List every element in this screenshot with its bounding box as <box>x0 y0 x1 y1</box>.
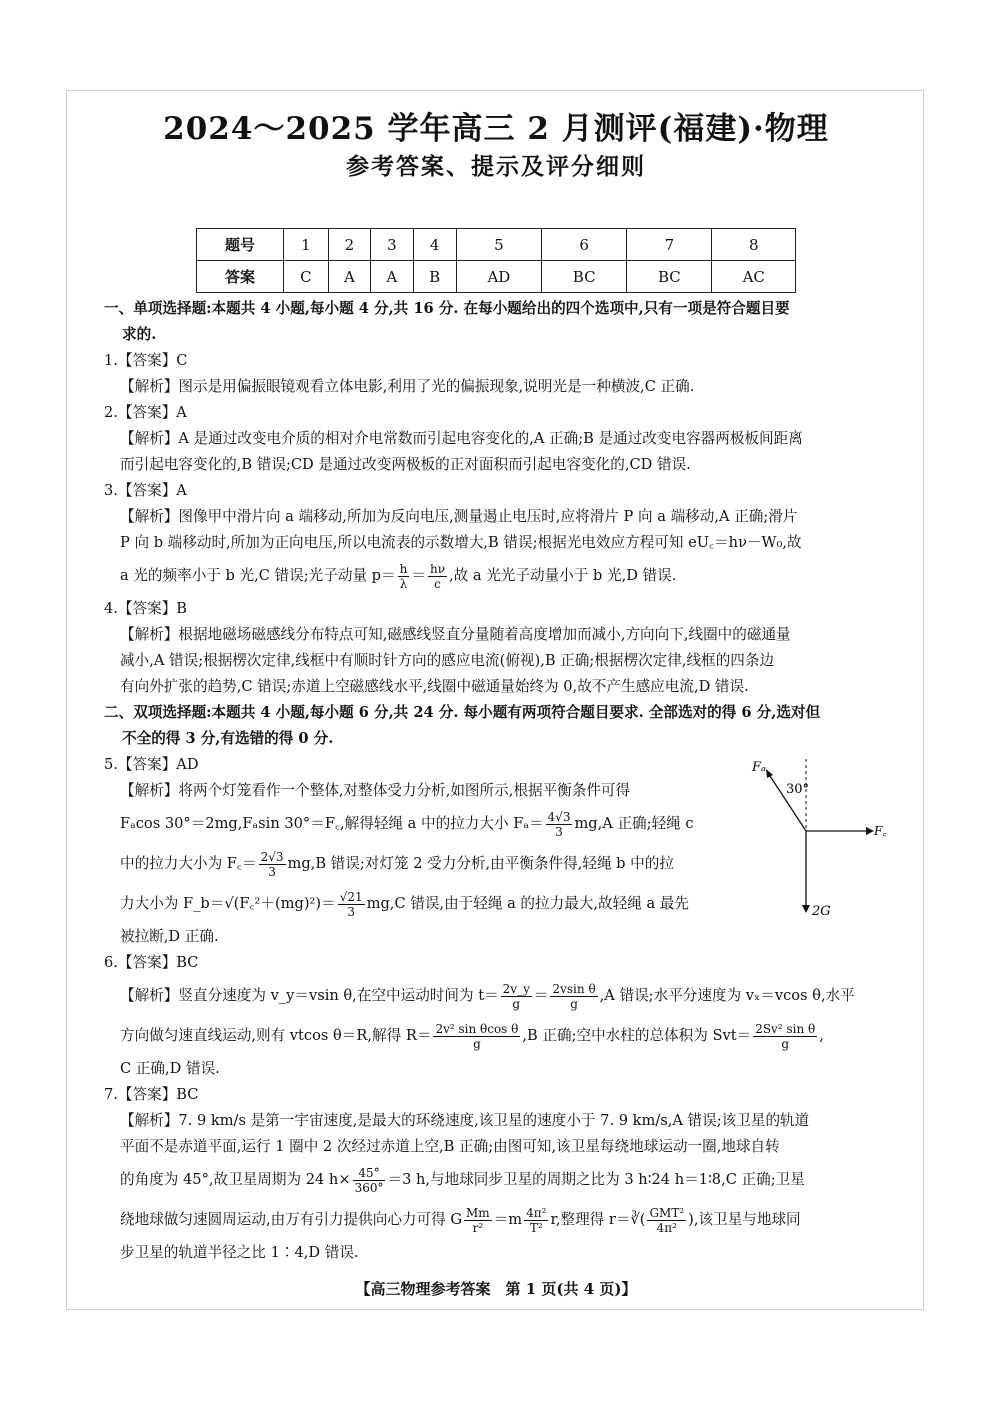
section-line: 一、单项选择题:本题共 4 小题,每小题 4 分,共 16 分. 在每小题给出的四个选项中,只有一项是符合题目要 <box>104 300 790 317</box>
text-run: a 光的频率小于 b 光,C 错误;光子动量 p＝ <box>120 567 396 584</box>
explanation-line <box>104 1016 894 1056</box>
numerator: GMT² <box>649 1205 685 1220</box>
row-label-answer: 答案 <box>197 261 284 293</box>
explanation-line: P 向 b 端移动时,所加为正向电压,所以电流表的示数增大,B 错误;根据光电效应方程可知 eU꜀＝hν－W₀,故 <box>120 534 802 551</box>
text-run: , <box>819 1027 824 1044</box>
explanation-line: 【解析】7. 9 km/s 是第一宇宙速度,是最大的环绕速度,该卫星的速度小于 7. 9 km/s,A 错误;该卫星的轨道 <box>120 1112 810 1129</box>
explanation-line: 【解析】A 是通过改变电介质的相对介电常数而引起电容变化的,A 正确;B 是通过改变电容器两极板间距离 <box>120 430 803 447</box>
table-cell: 5 <box>456 229 541 261</box>
fraction <box>353 1166 386 1195</box>
table-cell: A <box>371 261 413 293</box>
fraction <box>647 1206 686 1235</box>
answer-line: 5.【答案】AD <box>104 756 199 773</box>
denominator: 4π² <box>656 1220 677 1235</box>
text-run: r,整理得 r＝∛( <box>550 1211 646 1228</box>
explanation-line <box>104 804 744 844</box>
force-fa-arrowhead <box>766 769 773 778</box>
answer-line: 4.【答案】B <box>104 600 188 617</box>
section-line: 二、双项选择题:本题共 4 小题,每小题 6 分,共 24 分. 每小题有两项符合题目要求. 全部选对的得 6 分,选对但 <box>104 704 821 721</box>
table-cell: AD <box>456 261 541 293</box>
text-run: ,B 正确;空中水柱的总体积为 Svt＝ <box>522 1027 752 1044</box>
denominator: g <box>473 1036 481 1051</box>
answer-line: 2.【答案】A <box>104 404 187 421</box>
text-run: 的角度为 45°,故卫星周期为 24 h× <box>120 1171 351 1188</box>
table-cell: 2 <box>328 229 370 261</box>
text-run: ＝m <box>493 1211 523 1228</box>
table-cell: AC <box>712 261 796 293</box>
text-run: 中的拉力大小为 F꜀＝ <box>120 855 257 872</box>
fraction <box>259 850 286 879</box>
answer-line: 6.【答案】BC <box>104 954 199 971</box>
explanation-line <box>104 884 744 924</box>
text-run: ,故 a 光光子动量小于 b 光,D 错误. <box>449 567 677 584</box>
numerator: Mm <box>466 1205 490 1220</box>
explanation-line: 而引起电容变化的,B 错误;CD 是通过改变两极板的正对面积而引起电容变化的,CD 错误. <box>120 456 691 473</box>
numerator: 2v_y <box>502 981 530 996</box>
table-cell: A <box>328 261 370 293</box>
explanation-line: 【解析】图像甲中滑片向 a 端移动,所加为反向电压,测量遏止电压时,应将滑片 P 向 a 端移动,A 正确;滑片 <box>120 508 798 525</box>
fraction <box>501 982 532 1011</box>
label-fc: F꜀ <box>874 824 887 838</box>
denominator: 3 <box>555 824 563 839</box>
explanation-line: 【解析】将两个灯笼看作一个整体,对整体受力分析,如图所示,根据平衡条件可得 <box>120 782 631 799</box>
explanation-line <box>104 1160 894 1200</box>
force-diagram <box>748 755 898 925</box>
table-cell: BC <box>542 261 627 293</box>
question-4 <box>104 596 894 700</box>
question-1 <box>104 348 894 400</box>
text-run: ＝ <box>533 987 549 1004</box>
explanation-line <box>104 976 894 1016</box>
force-fc-arrowhead <box>866 827 874 835</box>
answer-line: 3.【答案】A <box>104 482 187 499</box>
numerator: 4π² <box>526 1205 547 1220</box>
question-3 <box>104 478 894 596</box>
numerator: 2√3 <box>260 849 284 864</box>
text-run: mg,B 错误;对灯笼 2 受力分析,由平衡条件得,轻绳 b 中的拉 <box>287 855 674 872</box>
fraction <box>464 1206 492 1235</box>
explanation-line: 步卫星的轨道半径之比 1∶4,D 错误. <box>120 1244 359 1261</box>
fraction <box>524 1206 548 1235</box>
explanation-line: 被拉断,D 正确. <box>120 928 219 945</box>
page-subtitle: 参考答案、提示及评分细则 <box>346 153 646 180</box>
text-run: ),该卫星与地球同 <box>688 1211 801 1228</box>
table-cell: 8 <box>712 229 796 261</box>
row-label-question: 题号 <box>197 229 284 261</box>
table-cell: C <box>284 261 329 293</box>
text-run: 方向做匀速直线运动,则有 vtcos θ＝R,解得 R＝ <box>120 1027 432 1044</box>
answer-table <box>196 228 796 293</box>
question-6 <box>104 950 894 1082</box>
text-run: ,A 错误;水平分速度为 vₓ＝vcos θ,水平 <box>599 987 855 1004</box>
text-run: mg,C 错误,由于轻绳 a 的拉力最大,故轻绳 a 最先 <box>366 895 689 912</box>
numerator: √21 <box>339 889 363 904</box>
numerator: h <box>399 561 408 576</box>
fraction <box>550 982 597 1011</box>
numerator: 2vsin θ <box>552 981 596 996</box>
force-2g-arrowhead <box>802 905 810 913</box>
table-cell: 1 <box>284 229 329 261</box>
denominator: 360° <box>354 1180 384 1195</box>
numerator: hν <box>429 561 445 576</box>
fraction <box>338 890 365 919</box>
explanation-line: 平面不是赤道平面,运行 1 圈中 2 次经过赤道上空,B 正确;由图可知,该卫星每绕地球运动一圈,地球自转 <box>120 1138 780 1155</box>
text-run: ＝3 h,与地球同步卫星的周期之比为 3 h∶24 h＝1∶8,C 正确;卫星 <box>387 1171 805 1188</box>
denominator: r² <box>472 1220 484 1235</box>
fraction <box>428 562 447 591</box>
denominator: g <box>781 1036 790 1051</box>
denominator: 3 <box>347 904 355 919</box>
table-cell: 6 <box>542 229 627 261</box>
section-line: 求的. <box>122 326 157 343</box>
text-run: mg,A 正确;轻绳 c <box>574 815 694 832</box>
numerator: 2v² sin θcos θ <box>435 1021 519 1036</box>
table-cell: 3 <box>371 229 413 261</box>
explanation-line: 有向外扩张的趋势,C 错误;赤道上空磁感线水平,线圈中磁通量始终为 0,故不产生感应电流,D 错误. <box>120 678 749 695</box>
question-2 <box>104 400 894 478</box>
table-cell: 7 <box>627 229 712 261</box>
table-cell: 4 <box>413 229 456 261</box>
answer-line: 7.【答案】BC <box>104 1086 199 1103</box>
table-cell: B <box>413 261 456 293</box>
label-2g: 2G <box>812 904 831 919</box>
text-run: 绕地球做匀速圆周运动,由万有引力提供向心力可得 G <box>120 1211 463 1228</box>
explanation-line: 【解析】根据地磁场磁感线分布特点可知,磁感线竖直分量随着高度增加而减小,方向向下,线圈中的磁通量 <box>120 626 791 643</box>
section-heading-single-choice <box>104 296 894 348</box>
denominator: 3 <box>268 864 276 879</box>
answer-table-row-answers <box>197 261 796 293</box>
denominator: c <box>434 576 441 591</box>
text-run: 【解析】竖直分速度为 v_y＝vsin θ,在空中运动时间为 t＝ <box>120 987 499 1004</box>
label-fa: Fₐ <box>752 760 766 775</box>
label-angle: 30° <box>786 782 810 797</box>
explanation-line <box>104 1200 894 1240</box>
page-footer: 【高三物理参考答案 第 1 页(共 4 页)】 <box>355 1280 637 1298</box>
numerator: 4√3 <box>547 809 571 824</box>
section-heading-double-choice <box>104 700 894 752</box>
page-title: 2024～2025 学年高三 2 月测评(福建)·物理 <box>163 111 829 147</box>
question-7 <box>104 1082 894 1266</box>
section-line: 不全的得 3 分,有选错的得 0 分. <box>122 730 334 747</box>
explanation-line: 减小,A 错误;根据楞次定律,线框中有顺时针方向的感应电流(俯视),B 正确;根据楞次定律,线框的四条边 <box>120 652 775 669</box>
answer-line: 1.【答案】C <box>104 352 188 369</box>
fraction <box>753 1022 817 1051</box>
fraction <box>546 810 573 839</box>
denominator: T² <box>529 1220 543 1235</box>
fraction <box>398 562 410 591</box>
explanation-line <box>104 844 744 884</box>
explanation-line <box>104 556 894 596</box>
explanation-line: 【解析】图示是用偏振眼镜观看立体电影,利用了光的偏振现象,说明光是一种横波,C 正确. <box>120 378 695 395</box>
denominator: g <box>570 996 578 1011</box>
answer-table-row-numbers <box>197 229 796 261</box>
denominator: λ <box>399 576 408 591</box>
question-5 <box>104 752 744 950</box>
text-run: Fₐcos 30°＝2mg,Fₐsin 30°＝F꜀,解得轻绳 a 中的拉力大小 Fₐ＝ <box>120 815 544 832</box>
table-cell: BC <box>627 261 712 293</box>
numerator: 45° <box>353 1166 386 1181</box>
numerator: 2Sv² sin θ <box>755 1021 816 1036</box>
fraction <box>433 1022 520 1051</box>
denominator: g <box>512 996 521 1011</box>
explanation-line: C 正确,D 错误. <box>120 1060 220 1077</box>
text-run: 力大小为 F_b＝√(F꜀²＋(mg)²)＝ <box>120 895 336 912</box>
text-run: ＝ <box>411 567 426 584</box>
